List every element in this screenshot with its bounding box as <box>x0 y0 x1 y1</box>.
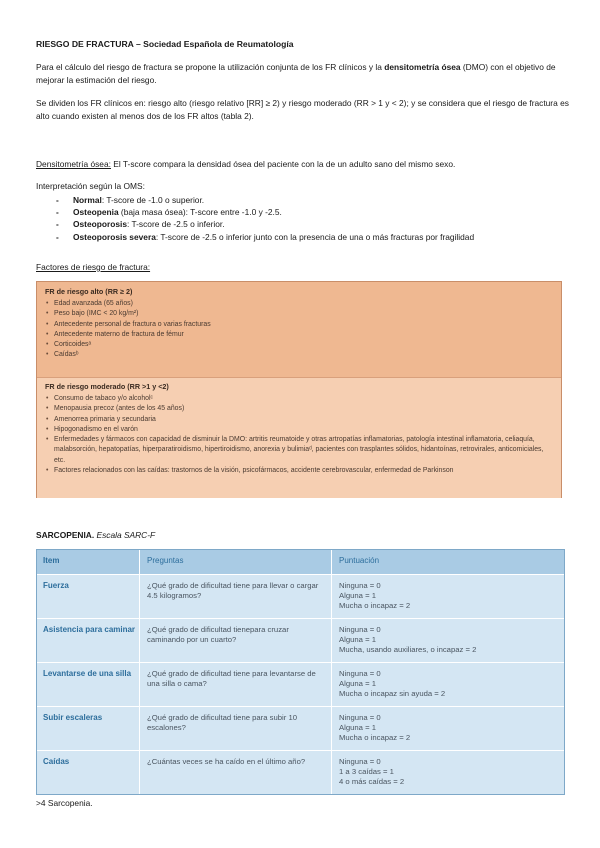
row-score: Ninguna = 0 Alguna = 1 Mucha, usando auxiliares, o incapaz = 2 <box>339 625 477 654</box>
list-item: • Factores relacionados con las caídas: trastornos de la visión, psicofármacos, accidente cerebrovascular, enfermedad de Parkinson <box>46 466 556 476</box>
risk-factors-table <box>36 281 562 498</box>
row-item: Subir escaleras <box>43 713 103 722</box>
list-item: - Osteoporosis: T-score de -2.5 o inferior. <box>56 218 576 230</box>
row-question: ¿Qué grado de dificultad tiene para levantarse de una silla o cama? <box>147 669 316 688</box>
list-item: - Osteopenia (baja masa ósea): T-score entre -1.0 y -2.5. <box>56 206 576 218</box>
list-item: • Hipogonadismo en el varón <box>46 425 556 435</box>
table-row <box>37 662 564 706</box>
row-score: Ninguna = 0 Alguna = 1 Mucha o incapaz = 2 <box>339 713 411 742</box>
row-question: ¿Qué grado de dificultad tiene para llevar o cargar 4.5 kilogramos? <box>147 581 319 600</box>
header-score: Puntuación <box>339 556 380 565</box>
row-item: Caídas <box>43 757 70 766</box>
row-question: ¿Qué grado de dificultad tiene para subir 10 escalones? <box>147 713 298 732</box>
title-society: Sociedad Española de Reumatología <box>143 39 294 49</box>
row-score: Ninguna = 0 Alguna = 1 Mucha o incapaz = 2 <box>339 581 411 610</box>
list-item: • Antecedente personal de fractura o varias fracturas <box>46 320 556 330</box>
row-question: ¿Cuántas veces se ha caído en el último año? <box>147 757 306 766</box>
list-item: • Peso bajo (IMC < 20 kg/m²) <box>46 309 556 319</box>
document-title <box>36 39 294 49</box>
moderate-risk-heading: FR de riesgo moderado (RR >1 y <2) <box>45 382 169 391</box>
high-risk-section <box>37 282 561 377</box>
list-item: • Menopausia precoz (antes de los 45 años) <box>46 404 556 414</box>
moderate-risk-list <box>46 394 556 476</box>
table-header <box>37 550 564 574</box>
row-item: Asistencia para caminar <box>43 625 136 634</box>
list-item: - Osteoporosis severa: T-score de -2.5 o inferior junto con la presencia de una o más fracturas por fragilidad <box>56 231 576 243</box>
sarcopenia-threshold: >4 Sarcopenia. <box>36 798 93 808</box>
table-row <box>37 750 564 794</box>
table-row <box>37 618 564 662</box>
title-main: RIESGO DE FRACTURA <box>36 39 134 49</box>
row-item: Levantarse de una silla <box>43 669 132 678</box>
sarc-f-table <box>36 549 565 795</box>
oms-intro: Interpretación según la OMS: <box>36 181 145 191</box>
list-item: • Amenorrea primaria y secundaria <box>46 415 556 425</box>
header-questions: Preguntas <box>147 556 184 565</box>
row-score: Ninguna = 0 Alguna = 1 Mucha o incapaz sin ayuda = 2 <box>339 669 446 698</box>
header-item: Item <box>43 556 60 565</box>
high-risk-heading: FR de riesgo alto (RR ≥ 2) <box>45 287 133 296</box>
row-item: Fuerza <box>43 581 69 590</box>
row-question: ¿Qué grado de dificultad tienepara cruzar caminando por un cuarto? <box>147 625 289 644</box>
title-separator: – <box>133 39 144 49</box>
row-score: Ninguna = 0 1 a 3 caídas = 1 4 o más caídas = 2 <box>339 757 405 786</box>
oms-list <box>56 194 576 243</box>
densitometry-label: Densitometría ósea: <box>36 159 111 169</box>
moderate-risk-section <box>37 377 561 498</box>
table-row <box>37 706 564 750</box>
list-item: • Enfermedades y fármacos con capacidad de disminuir la DMO: artritis reumatoide y otras artropatías inflamatorias, patología intestinal inflamatoria, celiaquía, malabsorción, hepatopatías, hiperparatiroidismo, hipertiroidismo, anorexia y bulimiaᵈ, pacientes con trasplantes sólidos, hidantoínas, retrovirales, anticomiciales, etc. <box>46 435 556 466</box>
intro-paragraph: Para el cálculo del riesgo de fractura se propone la utilización conjunta de los FR clínicos y la densitometría ósea (DMO) con el objetivo de mejorar la estimación del riesgo. <box>36 62 556 85</box>
high-risk-list <box>46 299 556 361</box>
list-item: • Caídasᵇ <box>46 350 556 360</box>
table-row <box>37 574 564 618</box>
risk-factors-title: Factores de riesgo de fractura: <box>36 262 151 272</box>
list-item: • Corticoidesᵃ <box>46 340 556 350</box>
list-item: • Antecedente materno de fractura de fémur <box>46 330 556 340</box>
list-item: • Consumo de tabaco y/o alcoholᶜ <box>46 394 556 404</box>
sarcopenia-title: SARCOPENIA. Escala SARC-F <box>36 530 156 540</box>
classification-paragraph: Se dividen los FR clínicos en: riesgo alto (riesgo relativo [RR] ≥ 2) y riesgo moderado (RR > 1 y < 2); y se considera que el riesgo de fractura es alto cuando existen al menos dos de los FR altos (tabla 2). <box>36 98 569 121</box>
densitometry-paragraph: Densitometría ósea: El T-score compara la densidad ósea del paciente con la de un adulto sano del mismo sexo. <box>36 159 456 169</box>
list-item: - Normal: T-score de -1.0 o superior. <box>56 194 576 206</box>
list-item: • Edad avanzada (65 años) <box>46 299 556 309</box>
